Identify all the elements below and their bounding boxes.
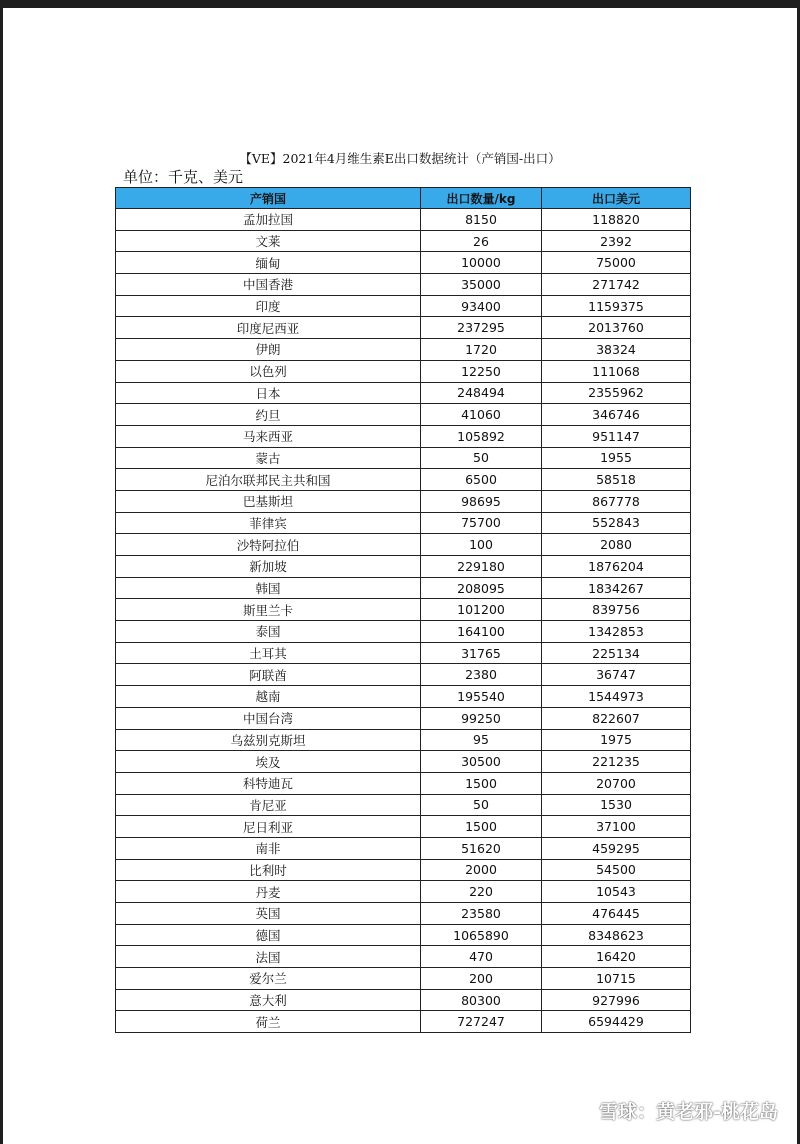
cell-value-usd: 2013760 xyxy=(542,317,691,339)
cell-value-usd: 16420 xyxy=(542,946,691,968)
snowball-logo-icon xyxy=(567,1098,593,1124)
cell-quantity: 208095 xyxy=(421,577,542,599)
cell-country: 英国 xyxy=(116,903,421,925)
cell-quantity: 470 xyxy=(421,946,542,968)
cell-value-usd: 1876204 xyxy=(542,556,691,578)
cell-value-usd: 6594429 xyxy=(542,1011,691,1033)
cell-quantity: 220 xyxy=(421,881,542,903)
cell-country: 孟加拉国 xyxy=(116,209,421,231)
cell-quantity: 23580 xyxy=(421,903,542,925)
cell-country: 日本 xyxy=(116,382,421,404)
cell-quantity: 35000 xyxy=(421,274,542,296)
table-row xyxy=(116,642,691,664)
cell-country: 法国 xyxy=(116,946,421,968)
cell-value-usd: 867778 xyxy=(542,490,691,512)
cell-quantity: 8150 xyxy=(421,209,542,231)
cell-country: 科特迪瓦 xyxy=(116,772,421,794)
cell-value-usd: 839756 xyxy=(542,599,691,621)
table-row xyxy=(116,794,691,816)
cell-quantity: 1500 xyxy=(421,772,542,794)
table-row xyxy=(116,751,691,773)
cell-quantity: 95 xyxy=(421,729,542,751)
cell-value-usd: 2080 xyxy=(542,534,691,556)
cell-value-usd: 1975 xyxy=(542,729,691,751)
cell-value-usd: 54500 xyxy=(542,859,691,881)
cell-value-usd: 2392 xyxy=(542,230,691,252)
table-row xyxy=(116,534,691,556)
table-row xyxy=(116,317,691,339)
cell-quantity: 80300 xyxy=(421,989,542,1011)
cell-country: 巴基斯坦 xyxy=(116,490,421,512)
cell-value-usd: 459295 xyxy=(542,837,691,859)
cell-country: 比利时 xyxy=(116,859,421,881)
cell-quantity: 75700 xyxy=(421,512,542,534)
table-row xyxy=(116,881,691,903)
cell-country: 以色列 xyxy=(116,360,421,382)
table-row xyxy=(116,404,691,426)
cell-quantity: 100 xyxy=(421,534,542,556)
cell-quantity: 1720 xyxy=(421,339,542,361)
cell-country: 新加坡 xyxy=(116,556,421,578)
cell-quantity: 105892 xyxy=(421,425,542,447)
cell-value-usd: 951147 xyxy=(542,425,691,447)
cell-country: 马来西亚 xyxy=(116,425,421,447)
cell-quantity: 237295 xyxy=(421,317,542,339)
cell-value-usd: 346746 xyxy=(542,404,691,426)
table-row xyxy=(116,209,691,231)
cell-country: 中国香港 xyxy=(116,274,421,296)
cell-quantity: 26 xyxy=(421,230,542,252)
document-title: 【VE】2021年4月维生素E出口数据统计（产销国-出口） xyxy=(239,151,561,166)
table-row xyxy=(116,425,691,447)
table-row xyxy=(116,382,691,404)
cell-quantity: 2380 xyxy=(421,664,542,686)
table-row xyxy=(116,469,691,491)
cell-value-usd: 10715 xyxy=(542,968,691,990)
table-row xyxy=(116,252,691,274)
cell-country: 文莱 xyxy=(116,230,421,252)
cell-value-usd: 1159375 xyxy=(542,295,691,317)
cell-country: 菲律宾 xyxy=(116,512,421,534)
cell-quantity: 229180 xyxy=(421,556,542,578)
cell-country: 德国 xyxy=(116,924,421,946)
cell-country: 泰国 xyxy=(116,621,421,643)
cell-quantity: 6500 xyxy=(421,469,542,491)
table-row xyxy=(116,924,691,946)
cell-country: 意大利 xyxy=(116,989,421,1011)
cell-country: 缅甸 xyxy=(116,252,421,274)
table-row xyxy=(116,837,691,859)
document-page xyxy=(3,8,797,1144)
cell-country: 斯里兰卡 xyxy=(116,599,421,621)
unit-label: 单位：千克、美元 xyxy=(123,168,244,186)
table-row xyxy=(116,577,691,599)
cell-quantity: 1500 xyxy=(421,816,542,838)
cell-value-usd: 111068 xyxy=(542,360,691,382)
cell-quantity: 195540 xyxy=(421,686,542,708)
cell-quantity: 727247 xyxy=(421,1011,542,1033)
table-row xyxy=(116,599,691,621)
cell-country: 蒙古 xyxy=(116,447,421,469)
cell-country: 丹麦 xyxy=(116,881,421,903)
cell-country: 阿联酋 xyxy=(116,664,421,686)
table-row xyxy=(116,707,691,729)
cell-quantity: 93400 xyxy=(421,295,542,317)
cell-value-usd: 1834267 xyxy=(542,577,691,599)
cell-country: 肯尼亚 xyxy=(116,794,421,816)
cell-quantity: 1065890 xyxy=(421,924,542,946)
cell-value-usd: 221235 xyxy=(542,751,691,773)
table-row xyxy=(116,360,691,382)
cell-quantity: 164100 xyxy=(421,621,542,643)
cell-value-usd: 37100 xyxy=(542,816,691,838)
watermark xyxy=(567,1097,778,1124)
cell-value-usd: 36747 xyxy=(542,664,691,686)
watermark-text: 雪球：黄老邪-桃花岛 xyxy=(599,1101,778,1123)
cell-quantity: 12250 xyxy=(421,360,542,382)
cell-country: 约旦 xyxy=(116,404,421,426)
cell-value-usd: 225134 xyxy=(542,642,691,664)
table-row xyxy=(116,664,691,686)
export-data-table xyxy=(115,187,691,1033)
table-row xyxy=(116,903,691,925)
cell-value-usd: 2355962 xyxy=(542,382,691,404)
cell-value-usd: 476445 xyxy=(542,903,691,925)
cell-quantity: 98695 xyxy=(421,490,542,512)
table-body xyxy=(116,209,691,1033)
cell-country: 伊朗 xyxy=(116,339,421,361)
table-row xyxy=(116,859,691,881)
table-row xyxy=(116,686,691,708)
table-row xyxy=(116,772,691,794)
cell-quantity: 101200 xyxy=(421,599,542,621)
cell-value-usd: 20700 xyxy=(542,772,691,794)
table-row xyxy=(116,274,691,296)
table-row xyxy=(116,230,691,252)
cell-quantity: 50 xyxy=(421,447,542,469)
cell-country: 尼日利亚 xyxy=(116,816,421,838)
table-row xyxy=(116,989,691,1011)
cell-quantity: 51620 xyxy=(421,837,542,859)
cell-country: 中国台湾 xyxy=(116,707,421,729)
cell-value-usd: 75000 xyxy=(542,252,691,274)
cell-quantity: 31765 xyxy=(421,642,542,664)
cell-country: 韩国 xyxy=(116,577,421,599)
cell-country: 土耳其 xyxy=(116,642,421,664)
cell-value-usd: 38324 xyxy=(542,339,691,361)
table-row xyxy=(116,1011,691,1033)
cell-country: 印度尼西亚 xyxy=(116,317,421,339)
cell-quantity: 99250 xyxy=(421,707,542,729)
cell-value-usd: 552843 xyxy=(542,512,691,534)
cell-quantity: 30500 xyxy=(421,751,542,773)
cell-country: 南非 xyxy=(116,837,421,859)
cell-value-usd: 1530 xyxy=(542,794,691,816)
cell-quantity: 41060 xyxy=(421,404,542,426)
cell-country: 埃及 xyxy=(116,751,421,773)
cell-quantity: 50 xyxy=(421,794,542,816)
header-country: 产销国 xyxy=(116,188,421,209)
table-row xyxy=(116,490,691,512)
table-row xyxy=(116,556,691,578)
table-row xyxy=(116,729,691,751)
cell-value-usd: 822607 xyxy=(542,707,691,729)
table-row xyxy=(116,295,691,317)
cell-quantity: 248494 xyxy=(421,382,542,404)
cell-quantity: 10000 xyxy=(421,252,542,274)
table-row xyxy=(116,946,691,968)
cell-value-usd: 271742 xyxy=(542,274,691,296)
cell-value-usd: 1342853 xyxy=(542,621,691,643)
cell-value-usd: 58518 xyxy=(542,469,691,491)
cell-country: 沙特阿拉伯 xyxy=(116,534,421,556)
table-row xyxy=(116,447,691,469)
cell-quantity: 200 xyxy=(421,968,542,990)
table-row xyxy=(116,621,691,643)
table-header-row xyxy=(116,188,691,209)
cell-value-usd: 1544973 xyxy=(542,686,691,708)
cell-value-usd: 927996 xyxy=(542,989,691,1011)
cell-value-usd: 1955 xyxy=(542,447,691,469)
cell-country: 越南 xyxy=(116,686,421,708)
header-quantity: 出口数量/kg xyxy=(421,188,542,209)
cell-value-usd: 8348623 xyxy=(542,924,691,946)
cell-value-usd: 118820 xyxy=(542,209,691,231)
table-row xyxy=(116,339,691,361)
header-value-usd: 出口美元 xyxy=(542,188,691,209)
cell-country: 爱尔兰 xyxy=(116,968,421,990)
table-row xyxy=(116,512,691,534)
cell-value-usd: 10543 xyxy=(542,881,691,903)
cell-quantity: 2000 xyxy=(421,859,542,881)
cell-country: 印度 xyxy=(116,295,421,317)
cell-country: 荷兰 xyxy=(116,1011,421,1033)
cell-country: 尼泊尔联邦民主共和国 xyxy=(116,469,421,491)
table-row xyxy=(116,968,691,990)
cell-country: 乌兹别克斯坦 xyxy=(116,729,421,751)
table-row xyxy=(116,816,691,838)
